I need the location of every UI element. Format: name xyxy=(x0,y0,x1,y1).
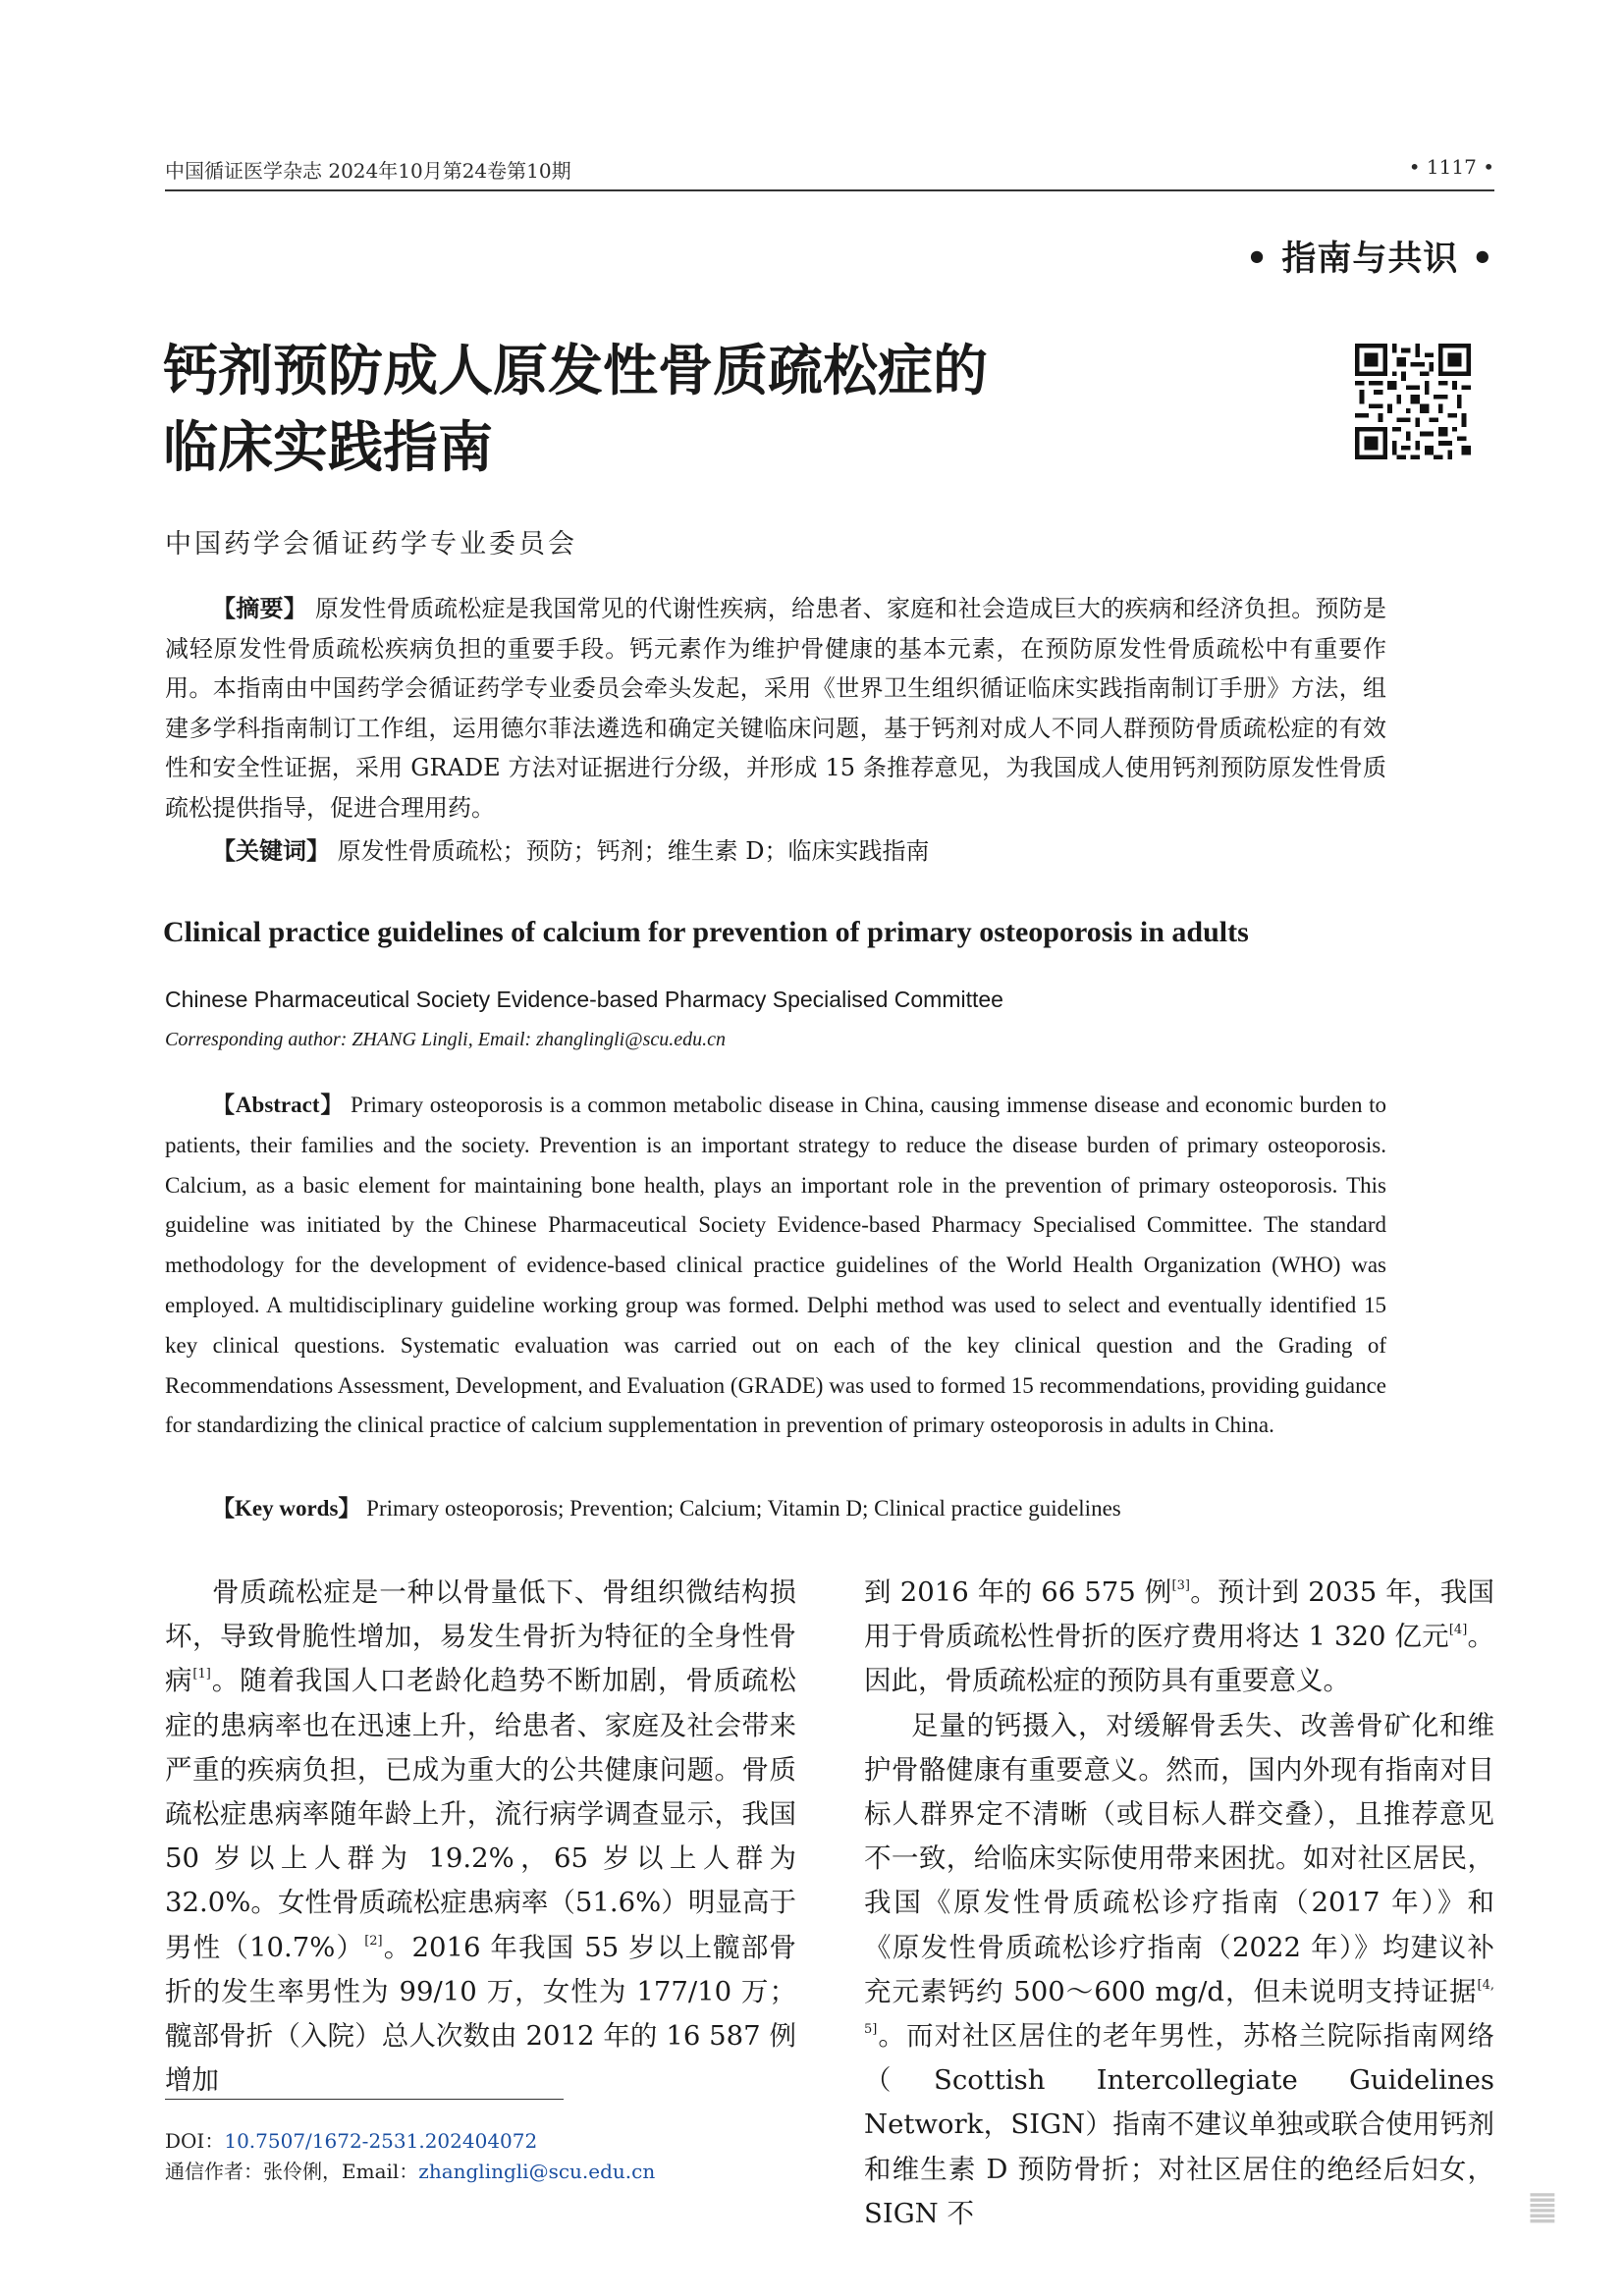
footnote-rule xyxy=(165,2099,564,2100)
header-rule xyxy=(165,189,1494,191)
body-text: 。而对社区居住的老年男性，苏格兰院际指南网络（Scottish Intercollegiate Guidelines Network，SIGN）指南不建议单独或联合使用钙剂和维生素 D 预防骨折；对社区居住的绝经后妇女，SIGN 不 xyxy=(864,2020,1494,2229)
keywords-en xyxy=(165,1489,1386,1528)
abstract-cn-label: 【摘要】 xyxy=(212,595,308,622)
citation[interactable]: [4, 5] xyxy=(864,1977,1494,2038)
abstract-en-label: 【Abstract】 xyxy=(212,1093,345,1117)
running-head: 中国循证医学杂志 2024年10月第24卷第10期 xyxy=(165,159,571,183)
body-text: 足量的钙摄入，对缓解骨丢失、改善骨矿化和维护骨骼健康有重要意义。然而，国内外现有指南对目标人群界定不清晰（或目标人群交叠），且推荐意见不一致，给临床实际使用带来困扰。如对社区居民，我国《原发性骨质疏松诊疗指南（2017 年）》和《原发性骨质疏松诊疗指南（2022 年）》均建议补充元素钙约 500～600 mg/d，但未说明支持证据 xyxy=(864,1709,1494,2007)
keywords-cn-label: 【关键词】 xyxy=(212,837,330,865)
qr-code-icon xyxy=(1355,344,1471,459)
corresponding-label: 通信作者：张伶俐，Email： xyxy=(165,2160,419,2183)
citation[interactable]: [1] xyxy=(192,1667,211,1682)
abstract-en-text: Primary osteoporosis is a common metabolic disease in China, causing immense disease and economic burden to patients, their families and the society. Prevention is an important strategy to reduce the disease burden of primary osteoporosis. Calcium, as a basic element for maintaining bone health, plays an important role in the prevention of primary osteoporosis. This guideline was initiated by the Chinese Pharmaceutical Society Evidence-based Pharmacy Specialised Committee. The standard methodology for the development of evidence-based clinical practice guidelines of the World Health Organization (WHO) was employed. A multidisciplinary guideline working group was formed. Delphi method was used to select and eventually identified 15 key clinical questions. Systematic evaluation was carried out on each of the key clinical question and the Grading of Recommendations Assessment, Development, and Evaluation (GRADE) was used to formed 15 recommendations, providing guidance for standardizing the clinical practice of calcium supplementation in prevention of primary osteoporosis in adults in China. xyxy=(165,1093,1387,1438)
abstract-cn xyxy=(165,589,1386,828)
abstract-cn-text: 原发性骨质疏松症是我国常见的代谢性疾病，给患者、家庭和社会造成巨大的疾病和经济负担。预防是减轻原发性骨质疏松疾病负担的重要手段。钙元素作为维护骨健康的基本元素，在预防原发性骨质疏松中有重要作用。本指南由中国药学会循证药学专业委员会牵头发起，采用《世界卫生组织循证临床实践指南制订手册》方法，组建多学科指南制订工作组，运用德尔菲法遴选和确定关键临床问题，基于钙剂对成人不同人群预防骨质疏松症的有效性和安全性证据，采用 GRADE 方法对证据进行分级，并形成 15 条推荐意见，为我国成人使用钙剂预防原发性骨质疏松提供指导，促进合理用药。 xyxy=(165,595,1387,822)
doi-link[interactable]: 10.7507/1672-2531.202404072 xyxy=(224,2129,538,2153)
citation[interactable]: [3] xyxy=(1171,1578,1190,1593)
citation[interactable]: [4] xyxy=(1448,1623,1468,1638)
body-text: 骨质疏松症是一种以骨量低下、骨组织微结构损坏，导致骨脆性增加，易发生骨折为特征的全身性骨病 xyxy=(165,1576,796,1697)
citation[interactable]: [2] xyxy=(364,1933,383,1949)
footnote-doi xyxy=(165,2125,537,2154)
keywords-cn xyxy=(165,831,1386,871)
article-title-en: Clinical practice guidelines of calcium for prevention of primary osteoporosis in adults xyxy=(163,916,1249,948)
article-title xyxy=(163,334,1194,487)
keywords-en-text: Primary osteoporosis; Prevention; Calcium; Vitamin D; Clinical practice guidelines xyxy=(366,1496,1121,1521)
email-link[interactable]: zhanglingli@scu.edu.cn xyxy=(418,2160,656,2183)
seal-icon: ䷀ xyxy=(1527,2187,1558,2226)
body-text: 。因此，骨质疏松症的预防具有重要意义。 xyxy=(864,1621,1495,1697)
keywords-cn-text: 原发性骨质疏松；预防；钙剂；维生素 D；临床实践指南 xyxy=(337,837,930,865)
body-text: 。预计到 2035 年，我国用于骨质疏松性骨折的医疗费用将达 1 320 亿元 xyxy=(864,1576,1494,1653)
body-text: 。随着我国人口老龄化趋势不断加剧，骨质疏松症的患病率也在迅速上升，给患者、家庭及社会带来严重的疾病负担，已成为重大的公共健康问题。骨质疏松症患病率随年龄上升，流行病学调查显示，我国 50 岁以上人群为 19.2%，65 岁以上人群为 32.0%。女性骨质疏松症患病率（51.6%）明显高于男性（10.7%） xyxy=(165,1665,796,1963)
body-column-left xyxy=(165,1571,796,2103)
authors-en: Chinese Pharmaceutical Society Evidence-based Pharmacy Specialised Committee xyxy=(165,987,1003,1012)
body-text: 到 2016 年的 66 575 例 xyxy=(864,1576,1172,1608)
body-paragraph xyxy=(864,1571,1494,1704)
body-text: 。2016 年我国 55 岁以上髋部骨折的发生率男性为 99/10 万，女性为 177/10 万；髋部骨折（入院）总人次数由 2012 年的 16 587 例增加 xyxy=(165,1931,796,2097)
title-line-1: 钙剂预防成人原发性骨质疏松症的 xyxy=(163,340,988,403)
footnote-corresponding xyxy=(165,2156,655,2184)
section-label: • 指南与共识 • xyxy=(1245,240,1494,279)
abstract-en xyxy=(165,1086,1386,1446)
corresponding-author-en: Corresponding author: ZHANG Lingli, Email: zhanglingli@scu.edu.cn xyxy=(165,1029,726,1050)
page-number: • 1117 • xyxy=(1408,155,1494,179)
keywords-en-label: 【Key words】 xyxy=(212,1496,361,1521)
authors-cn: 中国药学会循证药学专业委员会 xyxy=(165,529,577,560)
body-column-right xyxy=(864,1571,1494,2236)
body-paragraph xyxy=(864,1704,1494,2236)
title-line-2: 临床实践指南 xyxy=(163,416,493,480)
doi-label: DOI： xyxy=(165,2129,225,2153)
body-paragraph xyxy=(165,1571,796,2103)
